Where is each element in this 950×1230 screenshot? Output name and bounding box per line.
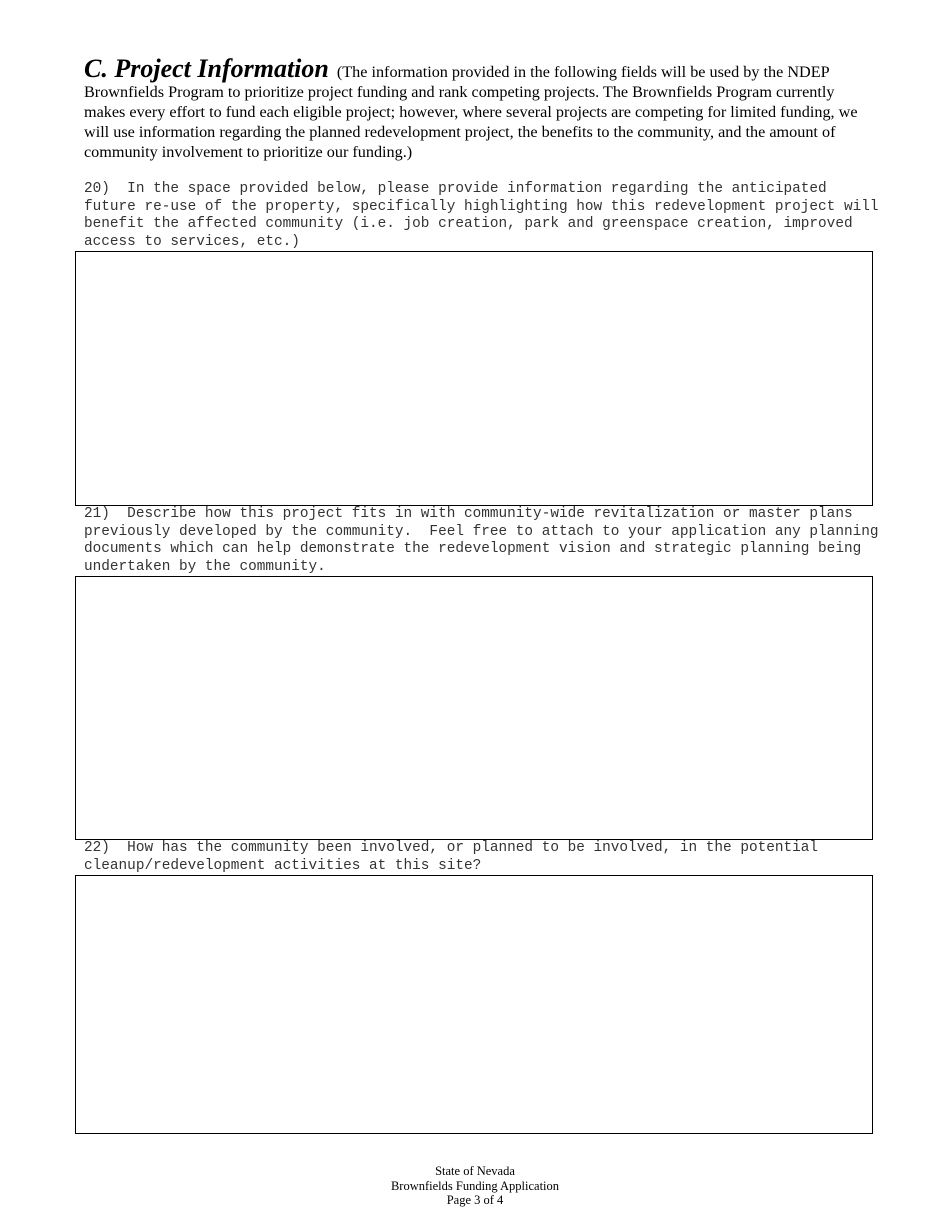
footer-form-title: Brownfields Funding Application xyxy=(390,1178,560,1193)
page-footer xyxy=(0,1164,950,1208)
footer-state: State of Nevada xyxy=(435,1164,515,1178)
answer-21-field[interactable] xyxy=(75,576,873,840)
question-20-text: 20) In the space provided below, please provide information regarding the anticipated future re-use of the property, specifically highlighting how this redevelopment project will benefit the affected community (i.e. job creation, park and greenspace creation, improved access to services, etc.) xyxy=(84,181,888,250)
footer-page-number: Page 3 of 4 xyxy=(446,1193,504,1207)
answer-22-field[interactable] xyxy=(75,875,873,1134)
answer-20-field[interactable] xyxy=(75,251,873,506)
question-21-text: 21) Describe how this project fits in with community-wide revitalization or master plans previously developed by the community. Feel free to attach to your application any planning documents which can help demonstrate the redevelopment vision and strategic planning being undertaken by the community. xyxy=(84,506,888,575)
question-22-text: 22) How has the community been involved, or planned to be involved, in the potential cleanup/redevelopment activities at this site? xyxy=(84,840,827,874)
section-heading: C. Project Information xyxy=(84,54,329,83)
section-intro xyxy=(84,56,874,162)
section-intro-text: (The information provided in the following fields will be used by the NDEP Brownfields Program to prioritize project funding and rank competing projects. The Brownfields Program currently makes every effort to fund each eligible project; however, where several projects are competing for limited funding, we will use information regarding the planned redevelopment project, the benefits to the community, and the amount of community involvement to prioritize our funding.) xyxy=(84,63,858,161)
